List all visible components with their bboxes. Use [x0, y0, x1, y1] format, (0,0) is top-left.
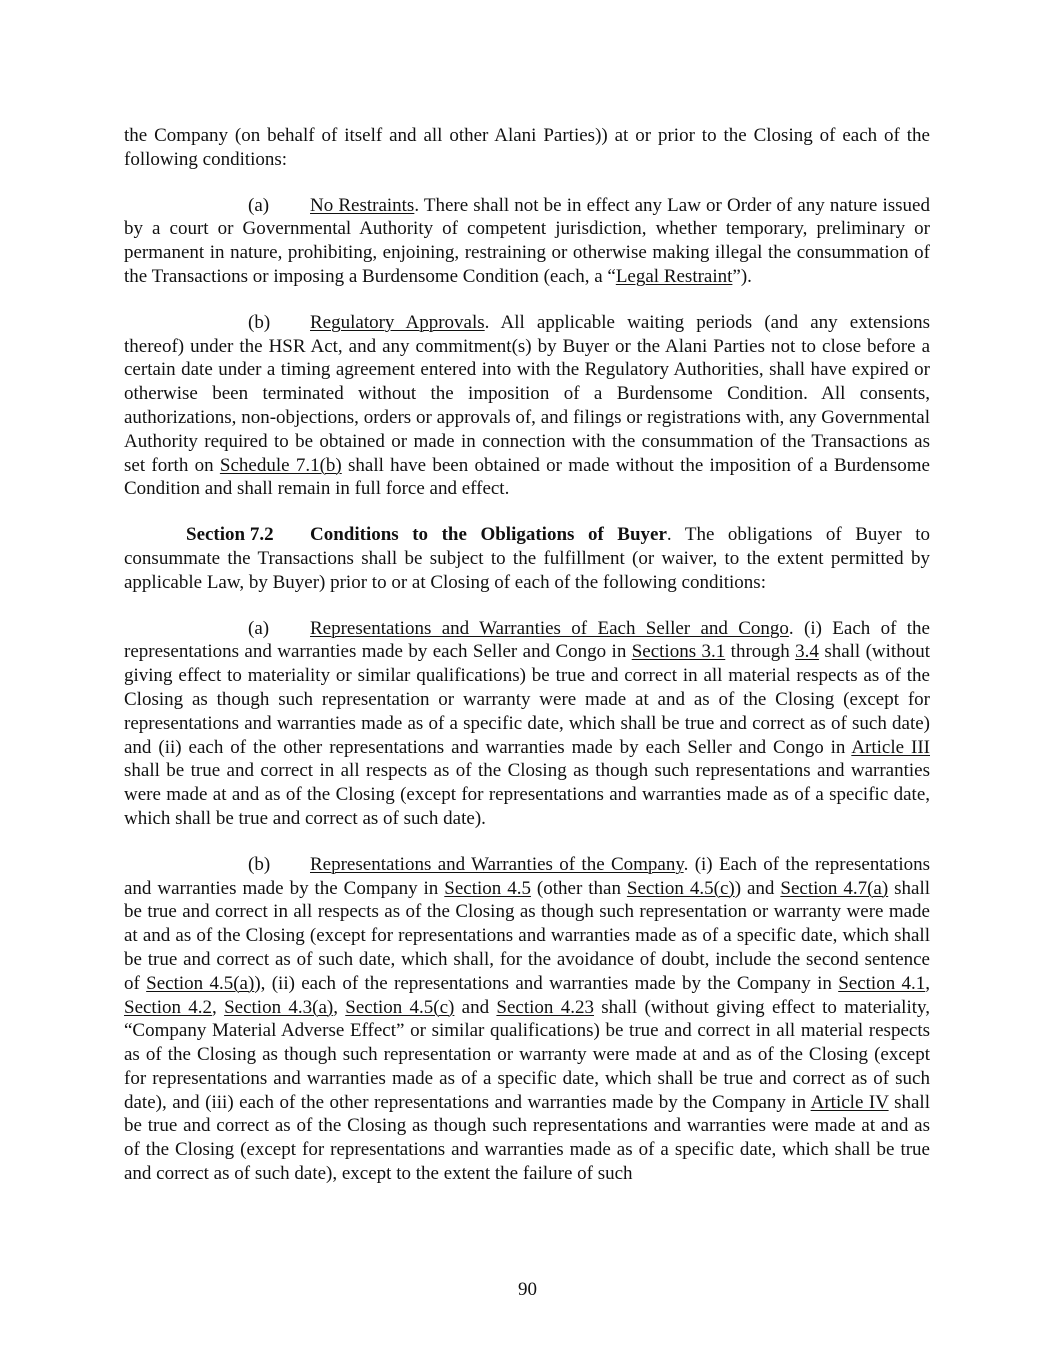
- section-heading: Conditions to the Obligations of Buyer: [310, 524, 667, 546]
- clause-title: No Restraints: [310, 194, 415, 216]
- clause-text: through: [725, 641, 796, 663]
- cross-reference: Article IV: [810, 1091, 889, 1113]
- clause-title: Regulatory Approvals: [310, 311, 485, 333]
- clause-text: ,: [212, 996, 225, 1018]
- clause-b-company-warranties: [124, 853, 930, 1186]
- section-label: Section 7.2: [186, 524, 274, 546]
- clause-text: . (i) Each of the representations and warranties made by each Seller and Congo in: [124, 617, 930, 663]
- clause-text: and: [454, 996, 497, 1018]
- cross-reference: Section 4.5(a): [146, 972, 255, 994]
- clause-text: . There shall not be in effect any Law or Order of any nature issued by a court or Governmental Authority of competent jurisdiction, whether temporary, preliminary or permanent in nature, prohibiting, enjoining, restraining or otherwise making illegal the consummation of the Transactions or imposing a Burdensome Condition (each, a “: [124, 194, 930, 287]
- clause-text: . (i) Each of the representations and warranties made by the Company in: [124, 853, 930, 899]
- cross-reference: Section 4.7(a): [780, 877, 889, 899]
- cross-reference: Sections 3.1: [631, 641, 726, 663]
- page-number: 90: [518, 1279, 537, 1300]
- cross-reference: 3.4: [795, 641, 819, 663]
- clause-label: (a): [248, 194, 270, 216]
- cross-reference: Section 4.5(c): [626, 877, 735, 899]
- clause-text: ”).: [732, 265, 752, 287]
- clause-title: Representations and Warranties of the Company: [310, 853, 684, 875]
- clause-a-no-restraints: [124, 194, 930, 289]
- clause-text: . All applicable waiting periods (and any extensions thereof) under the HSR Act, and any commitment(s) by Buyer or the Alani Parties not to close before a certain date under a timing agreement entered into with the Regulatory Authorities, shall have expired or otherwise been terminated without the imposition of a Burdensome Condition. All consents, authorizations, non-objections, orders or approvals of, and filings or registrations with, any Governmental Authority required to be obtained or made in connection with the consummation of the Transactions as set forth on: [124, 311, 930, 476]
- clause-title: Representations and Warranties of Each Seller and Congo: [310, 617, 789, 639]
- clause-text: shall be true and correct as of the Closing as though such representations and warranties were made at and as of the Closing (except for representations and warranties made as of a specific date, which shall be true and correct as of such date), except to the extent the failure of such: [124, 1091, 930, 1185]
- section-text: . The obligations of Buyer to consummate the Transactions shall be subject to the fulfillment (or waiver, to the extent permitted by applicable Law, by Buyer) prior to or at Closing of each of the following conditions:: [124, 524, 930, 593]
- cross-reference: Section 4.3(a): [224, 996, 334, 1018]
- clause-text: shall (without giving effect to materiality or similar qualifications) be true and correct in all material respects as of the Closing as though such representation or warranty were made at and as of the Closing (except for representations and warranties made as of a specific date, which shall be true and correct as of such date) and (ii) each of the other representations and warranties made by each Seller and Congo in: [124, 641, 930, 758]
- intro-paragraph: [124, 124, 930, 172]
- clause-text: shall have been obtained or made without the imposition of a Burdensome Condition and shall remain in full force and effect.: [124, 454, 930, 500]
- section-7-2: [124, 523, 930, 594]
- clause-b-regulatory-approvals: [124, 311, 930, 501]
- clause-text: (other than: [530, 877, 627, 899]
- cross-reference: Section 4.23: [496, 996, 594, 1018]
- clause-text: ) and: [734, 877, 781, 899]
- clause-label: (b): [248, 853, 271, 875]
- clause-text: shall be true and correct in all respects as of the Closing as though such representations and warranties were made at and as of the Closing (except for representations and warranties made as of a specific date, which shall be true and correct as of such date).: [124, 760, 930, 829]
- clause-label: (b): [248, 311, 271, 333]
- clause-text: ,: [333, 996, 346, 1018]
- cross-reference: Section 4.1: [838, 972, 926, 994]
- intro-text: the Company (on behalf of itself and all other Alani Parties)) at or prior to the Closing of each of the following conditions:: [124, 125, 930, 170]
- cross-reference: Section 4.2: [124, 996, 213, 1018]
- cross-reference: Article III: [851, 736, 930, 758]
- clause-text: shall (without giving effect to materiality, “Company Material Adverse Effect” or similar qualifications) be true and correct in all material respects as of the Closing as though such representation or warranty were made at and as of the Closing (except for representations and warranties made as of a specific date, which shall be true and correct as of such date), and (iii) each of the other representations and warranties made by the Company in: [124, 996, 931, 1113]
- clause-text: ,: [925, 972, 931, 994]
- document-page: [124, 124, 930, 1186]
- clause-text: ), (ii) each of the representations and warranties made by the Company in: [254, 972, 839, 994]
- cross-reference: Section 4.5(c): [345, 996, 455, 1018]
- clause-a-seller-warranties: [124, 617, 930, 831]
- clause-label: (a): [248, 617, 270, 639]
- clause-text: shall be true and correct in all respects as of the Closing as though such representation or warranty were made at and as of the Closing (except for representations and warranties made as of a specific date, which shall be true and correct as of such date, which shall, for the avoidance of doubt, include the second sentence of: [124, 877, 931, 994]
- cross-reference: Schedule 7.1(b): [219, 454, 342, 476]
- defined-term: Legal Restraint: [615, 265, 733, 287]
- cross-reference: Section 4.5: [444, 877, 531, 899]
